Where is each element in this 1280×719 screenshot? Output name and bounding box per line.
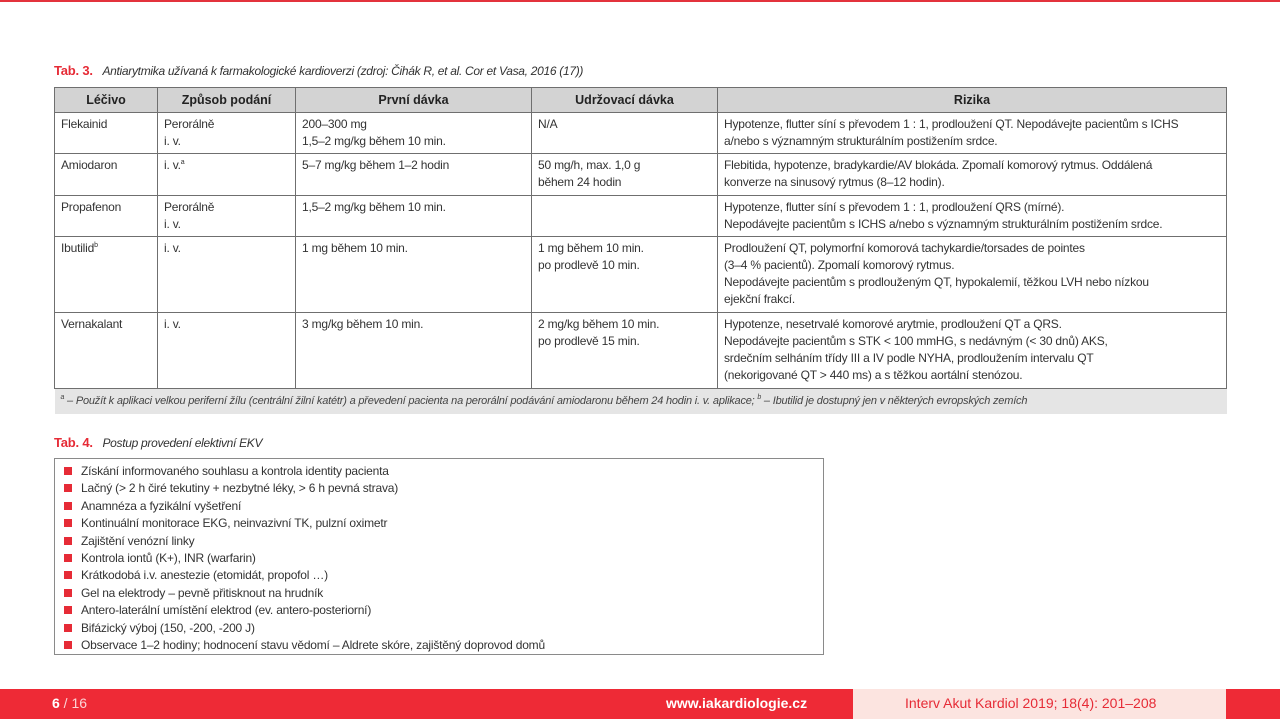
cell-risks-line: Hypotenze, nesetrvalé komorové arytmie, prodloužení QT a QRS. [724,317,1062,331]
table-row [55,113,1227,154]
cell-maintenance-line: 1 mg během 10 min. [538,241,644,255]
square-bullet-icon [64,571,72,579]
cell-risks-line: konverze na sinusový rytmus (8–12 hodin). [724,175,945,189]
table-row [55,154,1227,196]
cell-maintenance [532,154,718,196]
drug-name: Ibutilid [61,241,95,255]
cell-route-line: i. v. [164,241,181,255]
square-bullet-icon [64,537,72,545]
list-item [61,550,823,567]
cell-maintenance-line: po prodlevě 15 min. [538,334,640,348]
cell-drug [55,113,158,154]
list-item-text: Observace 1–2 hodiny; hodnocení stavu vědomí – Aldrete skóre, zajištěný doprovod domů [81,638,545,653]
table-header-row [55,88,1227,113]
cell-first-dose-line: 1 mg během 10 min. [302,241,408,255]
cell-risks [718,313,1227,389]
footnote-b-text: – Ibutilid je dostupný jen v některých evropských zemích [761,395,1028,407]
cell-risks-line: Prodloužení QT, polymorfní komorová tachykardie/torsades de pointes [724,241,1085,255]
drug-name: Propafenon [61,200,122,214]
cell-first-dose [296,313,532,389]
cell-maintenance-line: 50 mg/h, max. 1,0 g [538,158,641,172]
cell-drug [55,196,158,237]
cell-risks [718,154,1227,196]
cell-first-dose-line: 1,5–2 mg/kg během 10 min. [302,200,446,214]
drug-name: Amiodaron [61,158,118,172]
square-bullet-icon [64,554,72,562]
list-item [61,463,823,480]
ekv-procedure-list [61,463,823,654]
list-item-text: Anamnéza a fyzikální vyšetření [81,498,242,513]
list-item-text: Gel na elektrody – pevně přitisknout na hrudník [81,585,324,600]
list-item [61,515,823,532]
cell-risks-line: (nekorigované QT > 440 ms) a s těžkou aortální stenózou. [724,368,1023,382]
cell-drug [55,237,158,313]
list-item-text: Krátkodobá i.v. anestezie (etomidát, propofol …) [81,568,328,583]
table-row [55,237,1227,313]
cell-first-dose-line: 200–300 mg [302,117,367,131]
cell-risks-line: Hypotenze, flutter síní s převodem 1 : 1, prodloužení QRS (mírné). [724,200,1065,214]
cell-route [158,313,296,389]
drug-name: Vernakalant [61,317,123,331]
table-row [55,313,1227,389]
page-number [52,695,87,711]
cell-risks [718,113,1227,154]
cell-first-dose-line: 3 mg/kg během 10 min. [302,317,424,331]
citation-box [853,689,1226,719]
table4-title: Postup provedení elektivní EKV [102,436,263,450]
cell-first-dose [296,237,532,313]
cell-drug [55,313,158,389]
col-header-maintenance: Udržovací dávka [532,88,718,113]
list-item-text: Kontinuální monitorace EKG, neinvazivní TK, pulzní oximetr [81,516,388,531]
square-bullet-icon [64,606,72,614]
table-row [55,196,1227,237]
drug-name: Flekainid [61,117,108,131]
page-total: 16 [71,695,88,711]
journal-citation: Interv Akut Kardiol 2019; 18(4): 201–208 [905,695,1157,711]
table3-caption [54,63,583,79]
cell-route-line: i. v.$^a$ [164,158,185,172]
ekv-procedure-box [54,458,824,655]
footnote-a-text: – Použít k aplikaci velkou periferní žílu (centrální žilní katétr) a převedení pacienta na perorální podávání amiodaronu během 24 hodin i. v. aplikace; [64,395,758,407]
cell-route-line: i. v. [164,217,181,231]
page-footer [0,689,1280,719]
cell-first-dose-line: 1,5–2 mg/kg během 10 min. [302,134,446,148]
cell-risks-line: Hypotenze, flutter síní s převodem 1 : 1, prodloužení QT. Nepodávejte pacientům s ICHS [724,117,1179,131]
cell-maintenance [532,196,718,237]
cell-route [158,237,296,313]
footnote-mark-a: a [60,394,65,401]
footnote-ref: b [94,242,98,249]
cell-route [158,113,296,154]
cell-risks-line: Nepodávejte pacientům s STK < 100 mmHG, s nedávným (< 30 dnů) AKS, [724,334,1108,348]
cell-route-line: i. v. [164,317,181,331]
list-item [61,567,823,584]
table-footnote-row [55,389,1227,415]
square-bullet-icon [64,519,72,527]
cell-route [158,154,296,196]
cell-route-line: i. v. [164,134,181,148]
cell-route [158,196,296,237]
cell-risks-line: Flebitida, hypotenze, bradykardie/AV blokáda. Zpomalí komorový rytmus. Oddálená [724,158,1153,172]
table4-label: Tab. 4. [54,435,93,450]
cell-maintenance-line: během 24 hodin [538,175,622,189]
list-item-text: Získání informovaného souhlasu a kontrola identity pacienta [81,464,389,478]
cell-maintenance-line: 2 mg/kg během 10 min. [538,317,660,331]
list-item-text: Lačný (> 2 h čiré tekutiny + nezbytné léky, > 6 h pevná strava) [81,481,399,496]
cell-risks-line: Nepodávejte pacientům s ICHS a/nebo s významným strukturálním postižením srdce. [724,217,1163,231]
cell-risks-line: Nepodávejte pacientům s prodlouženým QT, hypokalemií, těžkou LVH nebo nízkou [724,275,1149,289]
cell-maintenance [532,313,718,389]
list-item [61,585,823,602]
square-bullet-icon [64,502,72,510]
list-item-text: Kontrola iontů (K+), INR (warfarin) [81,551,256,566]
list-item-text: Zajištění venózní linky [81,533,195,548]
cell-risks-line: srdečním selháním třídy III a IV podle NYHA, prodloužením intervalu QT [724,351,1094,365]
list-item-text: Bifázický výboj (150, -200, -200 J) [81,620,255,635]
cell-route-line: Perorálně [164,117,215,131]
list-item-text: Antero-laterální umístění elektrod (ev. antero-posteriorní) [81,603,372,618]
square-bullet-icon [64,624,72,632]
square-bullet-icon [64,589,72,597]
cell-maintenance [532,237,718,313]
table4-caption [54,435,262,451]
cell-risks [718,196,1227,237]
list-item [61,533,823,550]
page-current: 6 [52,695,60,711]
cell-risks-line: a/nebo s významným strukturálním postižením srdce. [724,134,998,148]
list-item [61,637,823,654]
col-header-route: Způsob podání [158,88,296,113]
top-accent-rule [0,0,1280,2]
cell-first-dose [296,154,532,196]
cell-first-dose [296,196,532,237]
cell-maintenance-line: po prodlevě 10 min. [538,258,640,272]
table3-label: Tab. 3. [54,63,93,78]
cell-maintenance-line: N/A [538,117,558,131]
square-bullet-icon [64,641,72,649]
cell-risks-line: ejekční frakcí. [724,292,796,306]
cell-maintenance [532,113,718,154]
cell-route-line: Perorálně [164,200,215,214]
list-item [61,480,823,497]
square-bullet-icon [64,484,72,492]
antiarrhythmics-table [54,87,1227,414]
cell-first-dose [296,113,532,154]
cell-first-dose-line: 5–7 mg/kg během 1–2 hodin [302,158,450,172]
square-bullet-icon [64,467,72,475]
col-header-risks: Rizika [718,88,1227,113]
cell-drug [55,154,158,196]
cell-risks-line: (3–4 % pacientů). Zpomalí komorový rytmus. [724,258,955,272]
table3-title: Antiarytmika užívaná k farmakologické kardioverzi (zdroj: Čihák R, et al. Cor et Vasa, 2016 (17)) [102,64,584,78]
list-item [61,602,823,619]
col-header-drug: Léčivo [55,88,158,113]
cell-risks [718,237,1227,313]
table-footnote [55,389,1227,415]
page-separator: / [59,695,72,711]
col-header-first-dose: První dávka [296,88,532,113]
website-link[interactable]: www.iakardiologie.cz [666,695,808,711]
list-item [61,498,823,515]
footnote-ref: a [180,159,185,166]
footnote-mark-b: b [757,394,762,401]
list-item [61,620,823,637]
